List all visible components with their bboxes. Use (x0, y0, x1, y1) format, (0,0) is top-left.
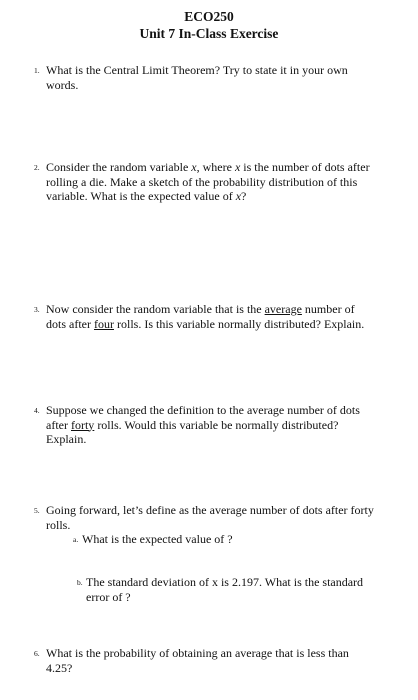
question-5a (73, 532, 382, 547)
document-title: ECO250 (184, 9, 234, 24)
question-5b (77, 575, 386, 604)
subquestion-letter: a. (73, 535, 79, 544)
question-number: 1. (34, 66, 40, 75)
document-subtitle: Unit 7 In-Class Exercise (139, 26, 279, 41)
subquestion-text: The standard deviation of x is 2.197. What is the standard error of ? (86, 575, 364, 604)
question-number: 4. (34, 406, 40, 415)
question-2 (34, 160, 376, 204)
question-number: 6. (34, 649, 40, 658)
question-text: What is the Central Limit Theorem? Try to state it in your own words. (46, 63, 348, 92)
question-4 (34, 403, 376, 447)
question-number: 3. (34, 305, 40, 314)
question-5 (34, 503, 376, 532)
subquestion-text: What is the expected value of ? (82, 532, 233, 546)
question-3 (34, 302, 376, 331)
question-6 (34, 646, 376, 675)
question-text: Now consider the random variable that is the average number of dots after four rolls. Is this variable normally distributed? Explain. (46, 302, 365, 331)
question-text: What is the probability of obtaining an average that is less than 4.25? (46, 646, 349, 675)
question-number: 2. (34, 163, 40, 172)
subquestion-letter: b. (77, 578, 83, 587)
question-1 (34, 63, 376, 92)
question-text: Going forward, let’s define as the average number of dots after forty rolls. (46, 503, 374, 532)
question-text: Suppose we changed the definition to the average number of dots after forty rolls. Would this variable be normally distributed? Explain. (46, 403, 360, 446)
question-number: 5. (34, 506, 40, 515)
question-text: Consider the random variable x, where x is the number of dots after rolling a die. Make a sketch of the probability distribution of this variable. What is the expected value of x? (46, 160, 370, 203)
